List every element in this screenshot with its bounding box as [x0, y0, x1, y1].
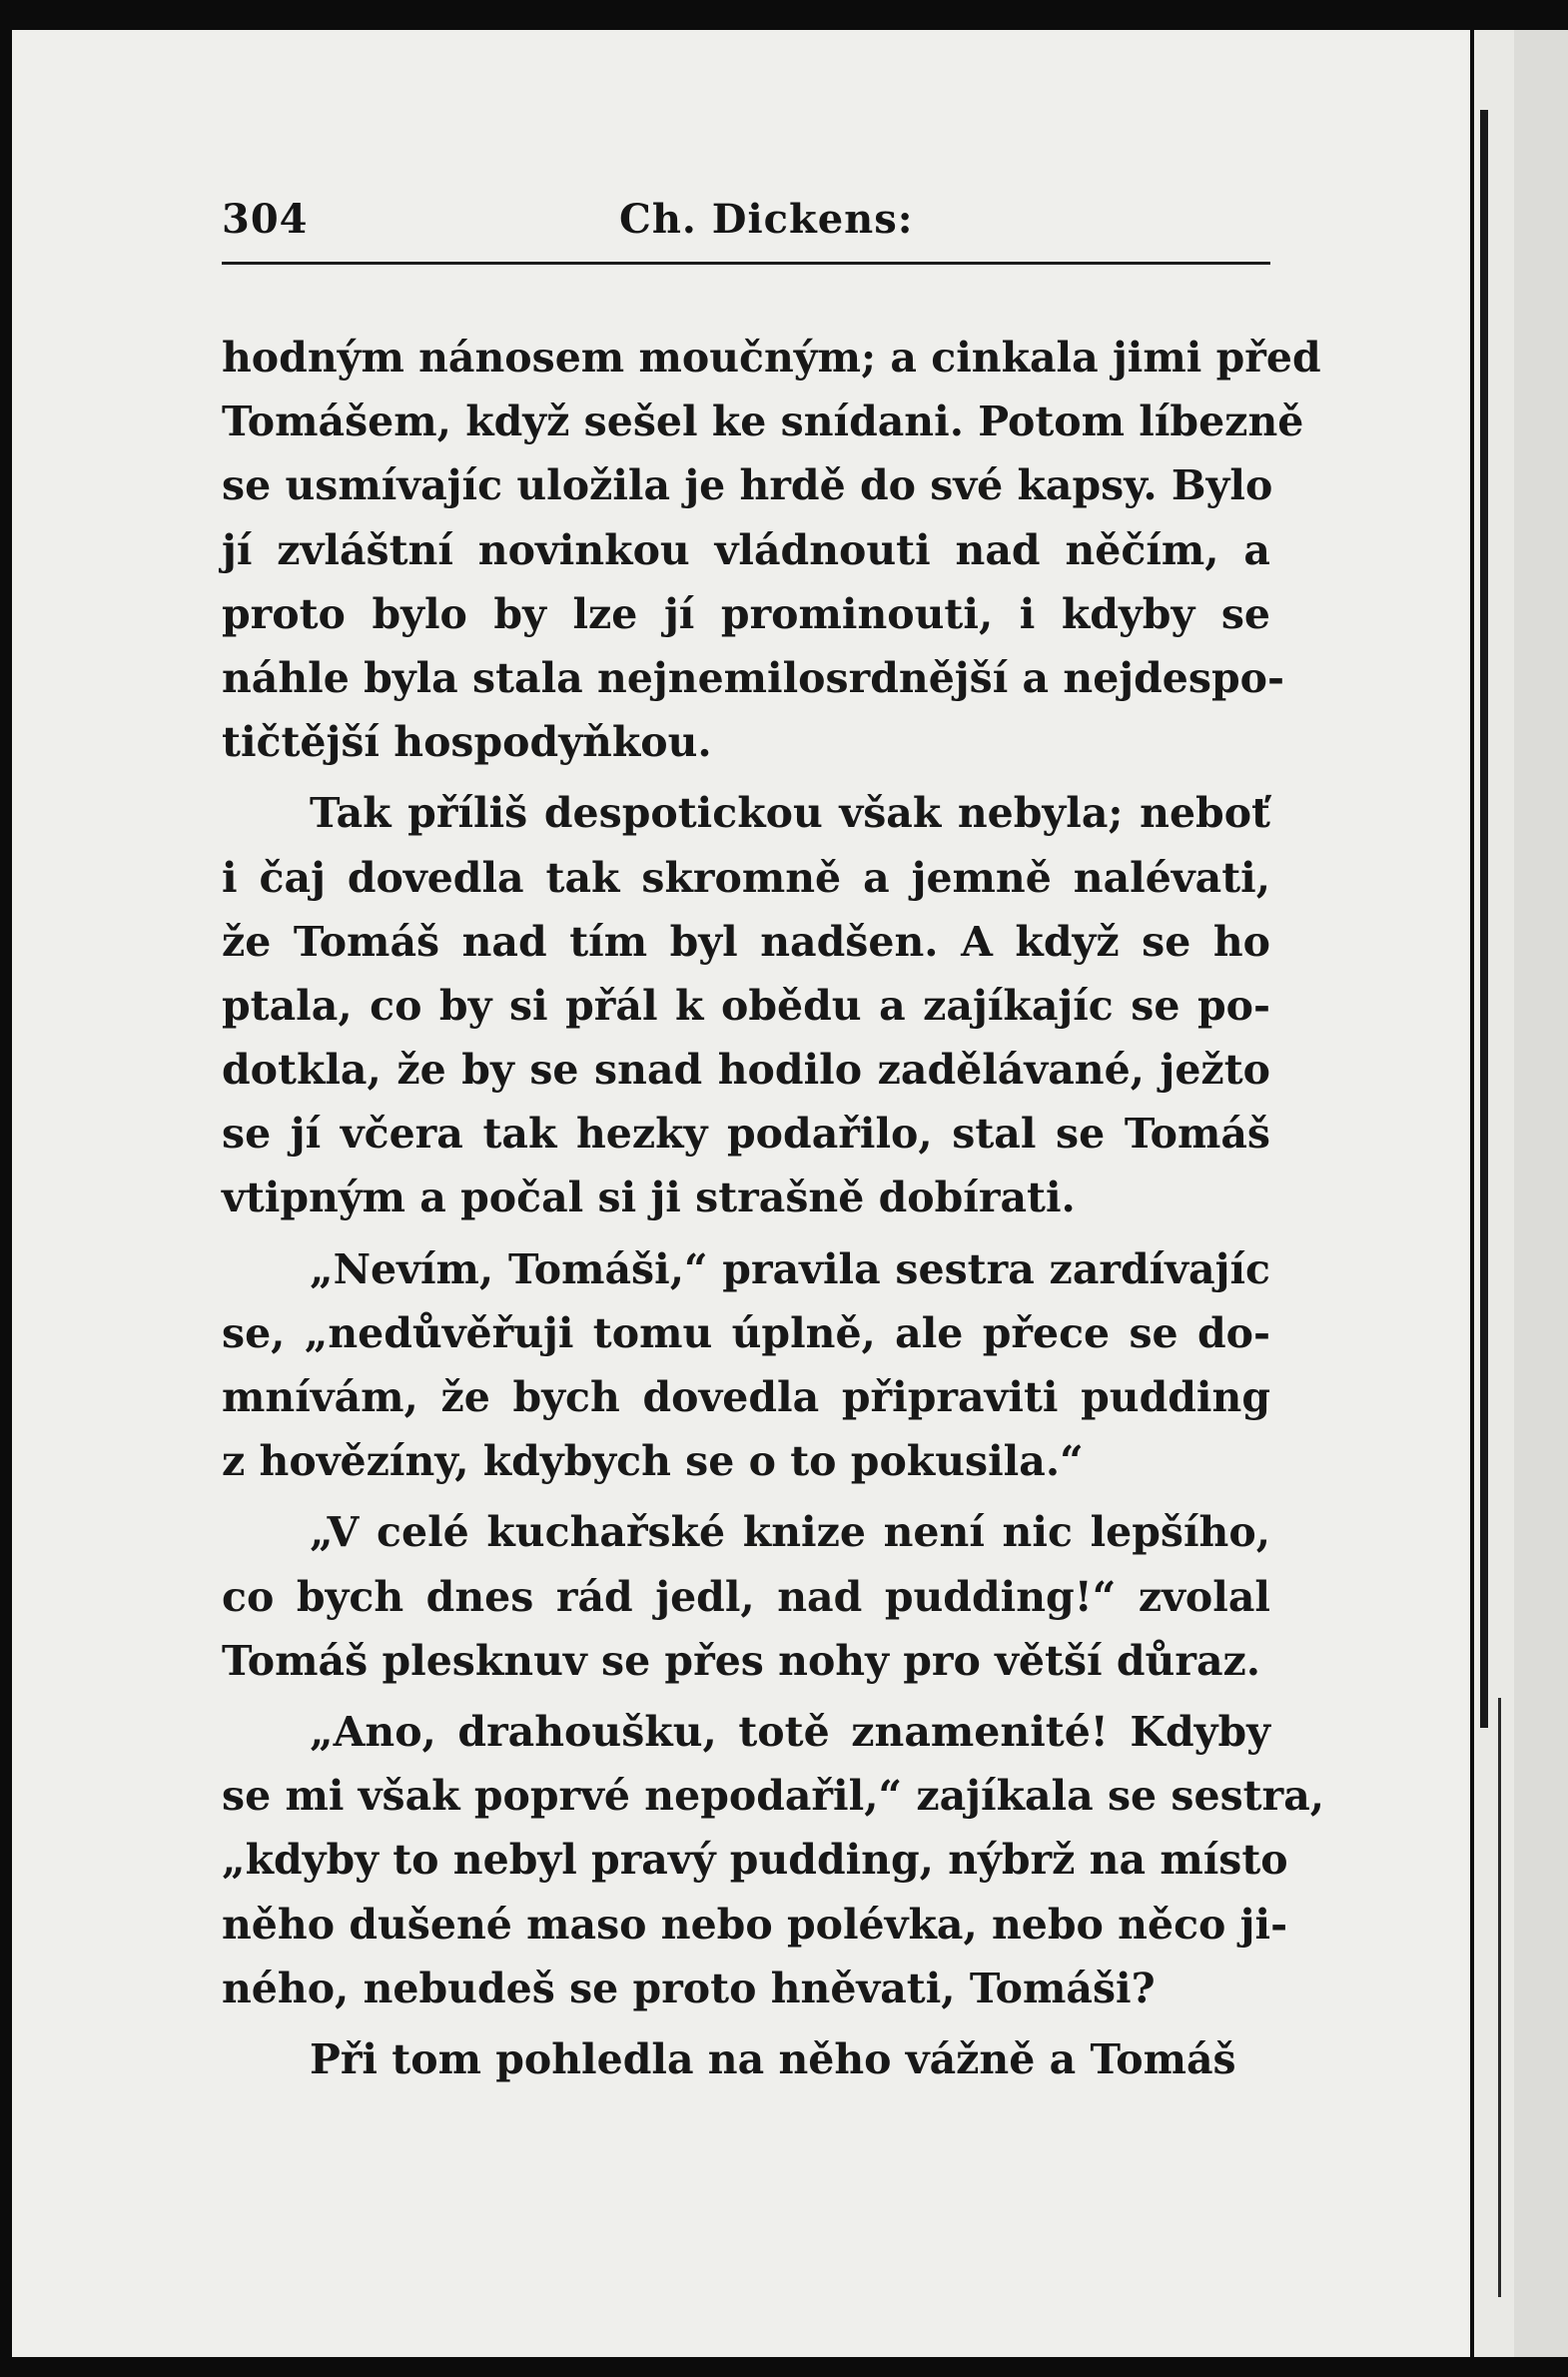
text-line: Při tom pohledla na něho vážně a Tomáš: [310, 2034, 1236, 2083]
text-line: mnívám, že bych dovedla připraviti pudding: [222, 1373, 1270, 1421]
body-text: [222, 326, 1325, 2091]
paragraph: [222, 2027, 1270, 2091]
text-line: tičtější hospodyňkou.: [222, 718, 712, 767]
text-line: „Nevím, Tomáši,“ pravila sestra zardívajíc: [310, 1244, 1270, 1293]
text-line: „V celé kuchařské knize není nic lepšího,: [310, 1508, 1270, 1557]
paragraph: [222, 1237, 1270, 1494]
header-rule: [222, 262, 1270, 265]
text-line: proto bylo by lze jí prominouti, i kdyby se: [222, 589, 1270, 638]
text-line: se mi však poprvé nepodařil,“ zajíkala se sestra,: [222, 1772, 1325, 1821]
text-line: jí zvláštní novinkou vládnouti nad něčím, a: [222, 525, 1270, 574]
paragraph: [222, 1700, 1325, 2020]
next-page-edge: [1514, 30, 1568, 2357]
text-line: ptala, co by si přál k obědu a zajíkajíc se po-: [222, 981, 1270, 1030]
running-head: Ch. Dickens:: [619, 196, 914, 243]
text-line: Tomáš plesknuv se přes nohy pro větší důraz.: [222, 1636, 1261, 1685]
text-line: hodným nánosem moučným; a cinkala jimi před: [222, 334, 1321, 382]
binding-shadow-lower: [1498, 1698, 1501, 2297]
paragraph: [222, 1500, 1270, 1693]
text-line: z hovězíny, kdybych se o to pokusila.“: [222, 1437, 1084, 1486]
text-line: že Tomáš nad tím byl nadšen. A když se ho: [222, 917, 1270, 966]
text-line: se, „nedůvěřuji tomu úplně, ale přece se do-: [222, 1308, 1270, 1357]
page-number: 304: [222, 196, 309, 243]
text-line: se jí včera tak hezky podařilo, stal se Tomáš: [222, 1110, 1270, 1159]
text-line: náhle byla stala nejnemilosrdnější a nejdespo-: [222, 653, 1284, 702]
binding-shadow: [1480, 110, 1488, 1728]
text-line: „Ano, drahoušku, totě znamenité! Kdyby: [310, 1707, 1270, 1756]
text-line: se usmívajíc uložila je hrdě do své kapsy. Bylo: [222, 461, 1273, 510]
paragraph: [222, 326, 1321, 774]
text-line: vtipným a počal si ji strašně dobírati.: [222, 1174, 1076, 1222]
text-line: něho dušené maso nebo polévka, nebo něco ji-: [222, 1900, 1288, 1949]
text-line: co bych dnes rád jedl, nad pudding!“ zvolal: [222, 1572, 1270, 1621]
text-line: ného, nebudeš se proto hněvati, Tomáši?: [222, 1964, 1156, 2012]
text-line: Tak příliš despotickou však nebyla; neboť: [310, 789, 1270, 838]
paragraph: [222, 781, 1270, 1229]
text-line: Tomášem, když sešel ke snídani. Potom líbezně: [222, 397, 1304, 446]
text-line: i čaj dovedla tak skromně a jemně nalévati,: [222, 853, 1270, 902]
page-header: [222, 196, 1268, 256]
text-line: „kdyby to nebyl pravý pudding, nýbrž na místo: [222, 1836, 1288, 1885]
text-line: dotkla, že by se snad hodilo zadělávané, ježto: [222, 1046, 1270, 1095]
